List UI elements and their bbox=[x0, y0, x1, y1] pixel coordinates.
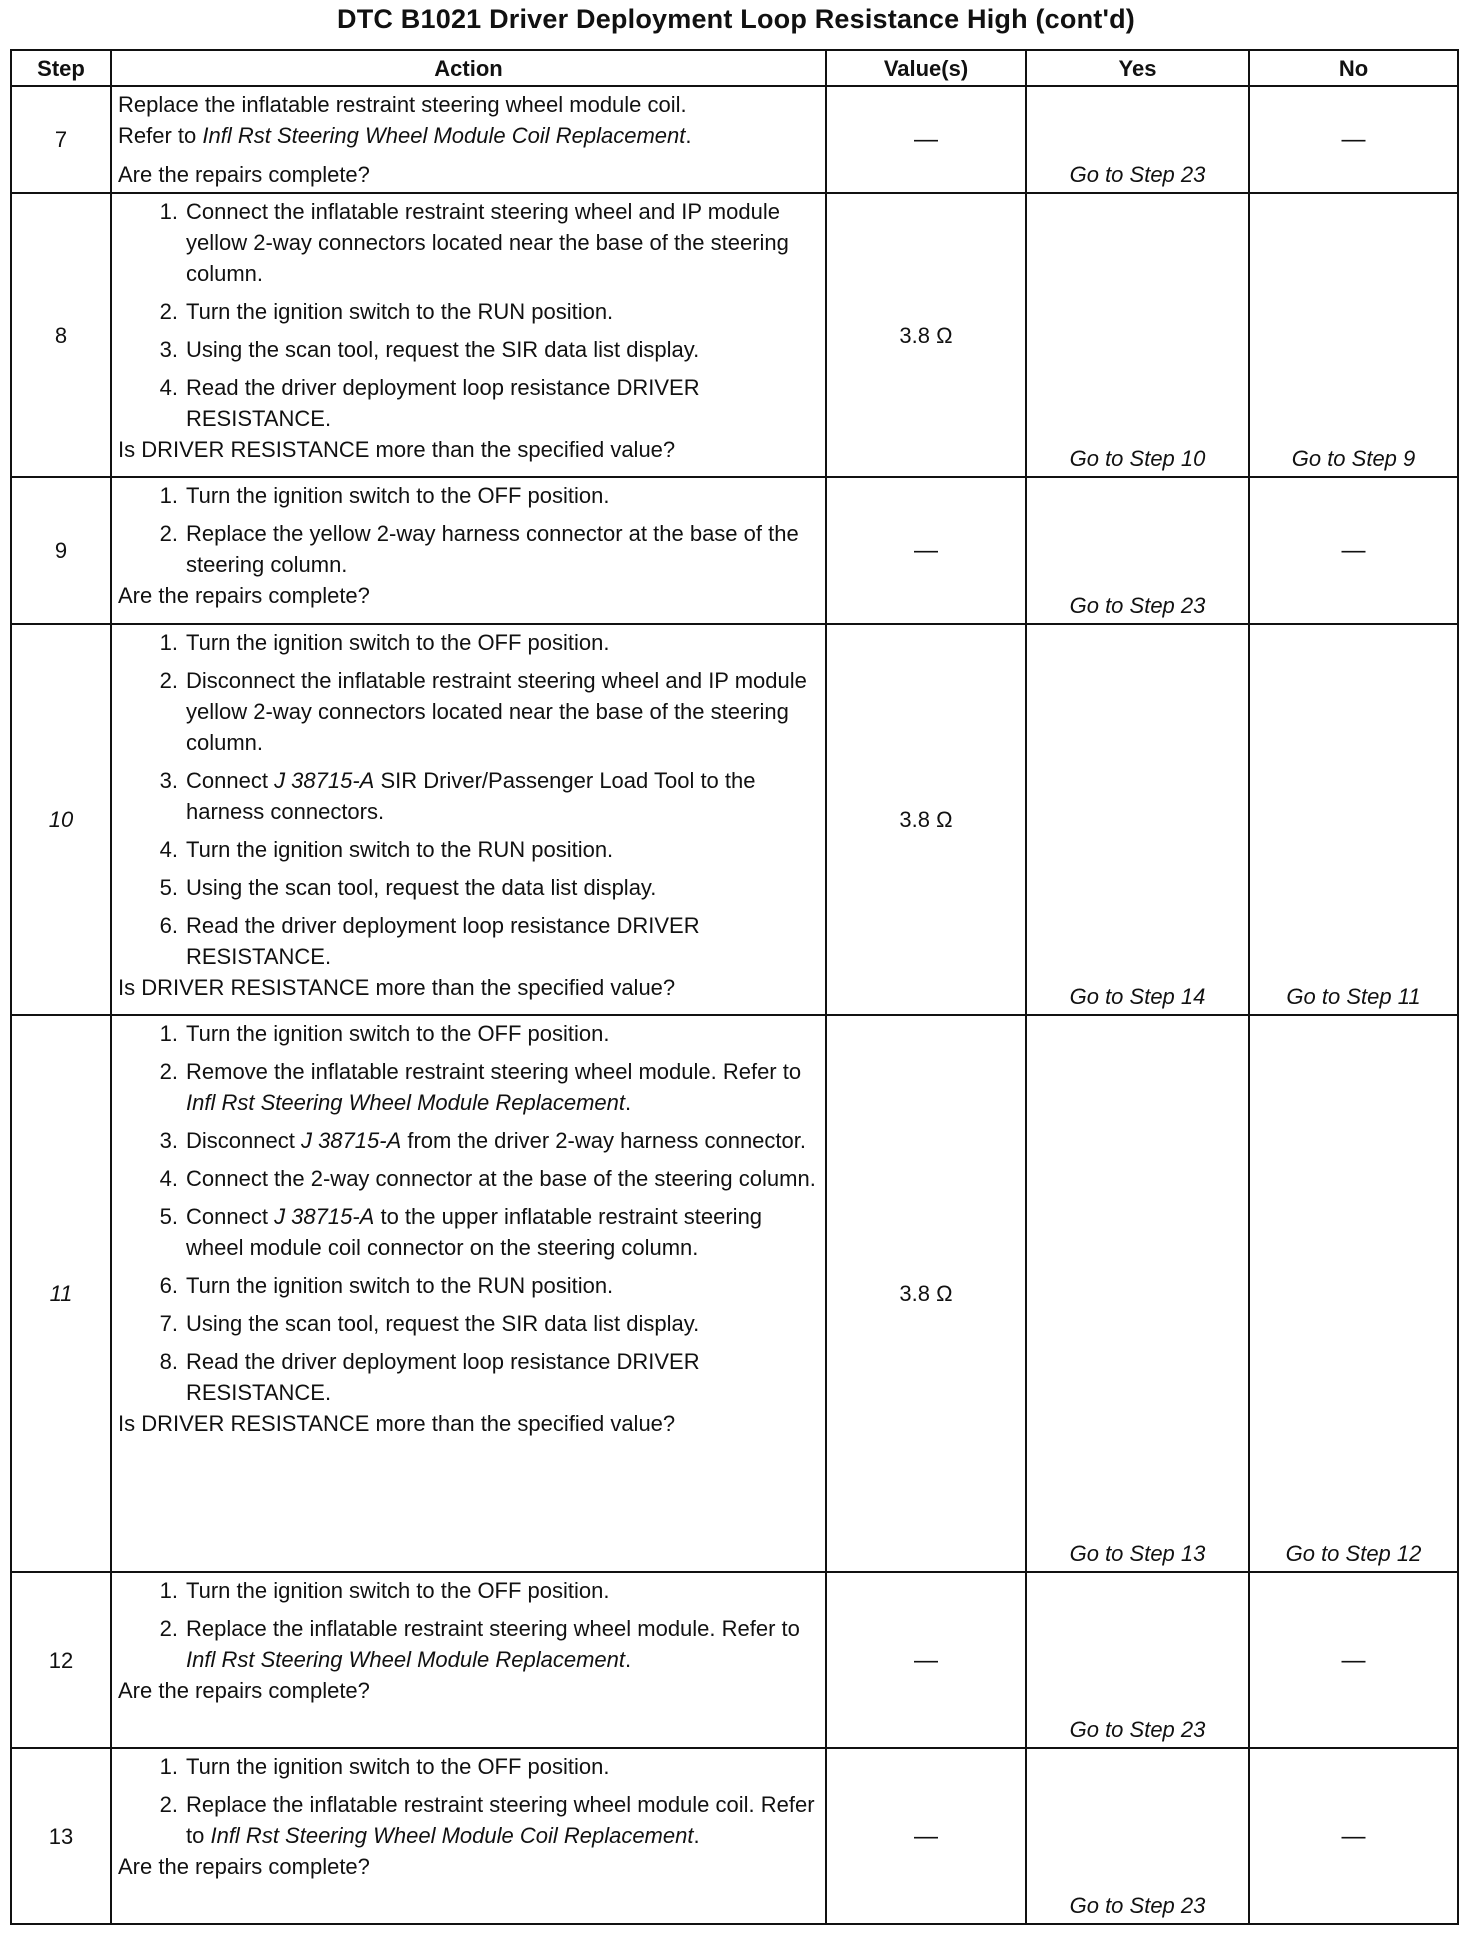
action-cell bbox=[111, 86, 826, 193]
no-cell: — bbox=[1249, 477, 1458, 624]
no-cell: Go to Step 11 bbox=[1249, 624, 1458, 1015]
action-item: 4. Read the driver deployment loop resistance DRIVER RESISTANCE. bbox=[159, 375, 700, 431]
no-cell: Go to Step 9 bbox=[1249, 193, 1458, 477]
header-action: Action bbox=[111, 50, 826, 86]
value-cell: 3.8 Ω bbox=[826, 193, 1026, 477]
action-item: 3. Disconnect J 38715-A from the driver 2-way harness connector. bbox=[159, 1128, 806, 1153]
action-item: 2. Replace the inflatable restraint steering wheel module coil. Refer to Infl Rst Steering Wheel Module Coil Replacement. bbox=[159, 1792, 815, 1848]
page-title: DTC B1021 Driver Deployment Loop Resistance High (cont'd) bbox=[337, 4, 1135, 34]
yes-cell: Go to Step 23 bbox=[1026, 477, 1249, 624]
action-question: Are the repairs complete? bbox=[118, 1854, 370, 1879]
action-question: Is DRIVER RESISTANCE more than the specified value? bbox=[118, 975, 676, 1000]
step-number: 9 bbox=[11, 477, 111, 624]
action-text: Replace the inflatable restraint steering wheel module coil. Refer to Infl Rst Steering Wheel Module Coil Replacement. bbox=[118, 92, 692, 148]
action-question: Is DRIVER RESISTANCE more than the specified value? bbox=[118, 437, 676, 462]
action-item: 2. Replace the yellow 2-way harness connector at the base of the steering column. bbox=[159, 521, 799, 577]
no-cell: — bbox=[1249, 1572, 1458, 1748]
action-item: 1. Turn the ignition switch to the OFF position. bbox=[159, 1578, 610, 1603]
action-item: 2. Disconnect the inflatable restraint steering wheel and IP module yellow 2-way connectors located near the base of the steering column. bbox=[159, 668, 807, 755]
value-cell: 3.8 Ω bbox=[826, 1015, 1026, 1572]
action-item: 2. Turn the ignition switch to the RUN position. bbox=[159, 299, 614, 324]
no-cell: — bbox=[1249, 1748, 1458, 1924]
table-header-row bbox=[11, 50, 1458, 86]
action-cell bbox=[111, 1748, 826, 1924]
value-cell: — bbox=[826, 477, 1026, 624]
yes-cell: Go to Step 23 bbox=[1026, 86, 1249, 193]
step-number: 8 bbox=[11, 193, 111, 477]
step-number: 12 bbox=[11, 1572, 111, 1748]
table-row bbox=[11, 477, 1458, 624]
header-step: Step bbox=[11, 50, 111, 86]
action-item: 6. Read the driver deployment loop resistance DRIVER RESISTANCE. bbox=[159, 913, 700, 969]
action-item: 2. Replace the inflatable restraint steering wheel module. Refer to Infl Rst Steering Wheel Module Replacement. bbox=[159, 1616, 800, 1672]
header-yes: Yes bbox=[1026, 50, 1249, 86]
action-item: 5. Using the scan tool, request the data list display. bbox=[159, 875, 657, 900]
step-number: 11 bbox=[11, 1015, 111, 1572]
action-item: 3. Connect J 38715-A SIR Driver/Passenger Load Tool to the harness connectors. bbox=[159, 768, 756, 824]
header-values: Value(s) bbox=[826, 50, 1026, 86]
table-row bbox=[11, 1015, 1458, 1572]
header-no: No bbox=[1249, 50, 1458, 86]
no-cell: — bbox=[1249, 86, 1458, 193]
value-cell: — bbox=[826, 1748, 1026, 1924]
action-item: 4. Turn the ignition switch to the RUN position. bbox=[159, 837, 614, 862]
table-row bbox=[11, 193, 1458, 477]
action-question: Is DRIVER RESISTANCE more than the specified value? bbox=[118, 1411, 676, 1436]
action-item: 6. Turn the ignition switch to the RUN position. bbox=[159, 1273, 614, 1298]
action-cell bbox=[111, 1015, 826, 1572]
yes-cell: Go to Step 10 bbox=[1026, 193, 1249, 477]
action-question: Are the repairs complete? bbox=[118, 1678, 370, 1703]
action-item: 2. Remove the inflatable restraint steering wheel module. Refer to Infl Rst Steering Wheel Module Replacement. bbox=[159, 1059, 802, 1115]
yes-cell: Go to Step 23 bbox=[1026, 1748, 1249, 1924]
yes-cell: Go to Step 14 bbox=[1026, 624, 1249, 1015]
table-row bbox=[11, 1572, 1458, 1748]
value-cell: 3.8 Ω bbox=[826, 624, 1026, 1015]
action-item: 5. Connect J 38715-A to the upper inflatable restraint steering wheel module coil connector on the steering column. bbox=[159, 1204, 763, 1260]
action-cell bbox=[111, 477, 826, 624]
step-number: 7 bbox=[11, 86, 111, 193]
action-item: 1. Turn the ignition switch to the OFF position. bbox=[159, 1754, 610, 1779]
action-cell bbox=[111, 1572, 826, 1748]
step-number: 13 bbox=[11, 1748, 111, 1924]
action-item: 1. Turn the ignition switch to the OFF position. bbox=[159, 483, 610, 508]
no-cell: Go to Step 12 bbox=[1249, 1015, 1458, 1572]
value-cell: — bbox=[826, 86, 1026, 193]
action-cell bbox=[111, 193, 826, 477]
table-row bbox=[11, 86, 1458, 193]
table-row bbox=[11, 1748, 1458, 1924]
table-row bbox=[11, 624, 1458, 1015]
action-item: 3. Using the scan tool, request the SIR data list display. bbox=[159, 337, 700, 362]
yes-cell: Go to Step 23 bbox=[1026, 1572, 1249, 1748]
step-number: 10 bbox=[11, 624, 111, 1015]
action-question: Are the repairs complete? bbox=[118, 583, 370, 608]
action-item: 7. Using the scan tool, request the SIR data list display. bbox=[159, 1311, 700, 1336]
value-cell: — bbox=[826, 1572, 1026, 1748]
action-item: 8. Read the driver deployment loop resistance DRIVER RESISTANCE. bbox=[159, 1349, 700, 1405]
action-item: 1. Turn the ignition switch to the OFF position. bbox=[159, 630, 610, 655]
action-question: Are the repairs complete? bbox=[118, 162, 370, 187]
action-item: 1. Connect the inflatable restraint steering wheel and IP module yellow 2-way connectors located near the base of the steering column. bbox=[159, 199, 789, 286]
diagnostic-table bbox=[10, 49, 1459, 1925]
action-item: 4. Connect the 2-way connector at the base of the steering column. bbox=[159, 1166, 816, 1191]
action-cell bbox=[111, 624, 826, 1015]
action-item: 1. Turn the ignition switch to the OFF position. bbox=[159, 1021, 610, 1046]
yes-cell: Go to Step 13 bbox=[1026, 1015, 1249, 1572]
